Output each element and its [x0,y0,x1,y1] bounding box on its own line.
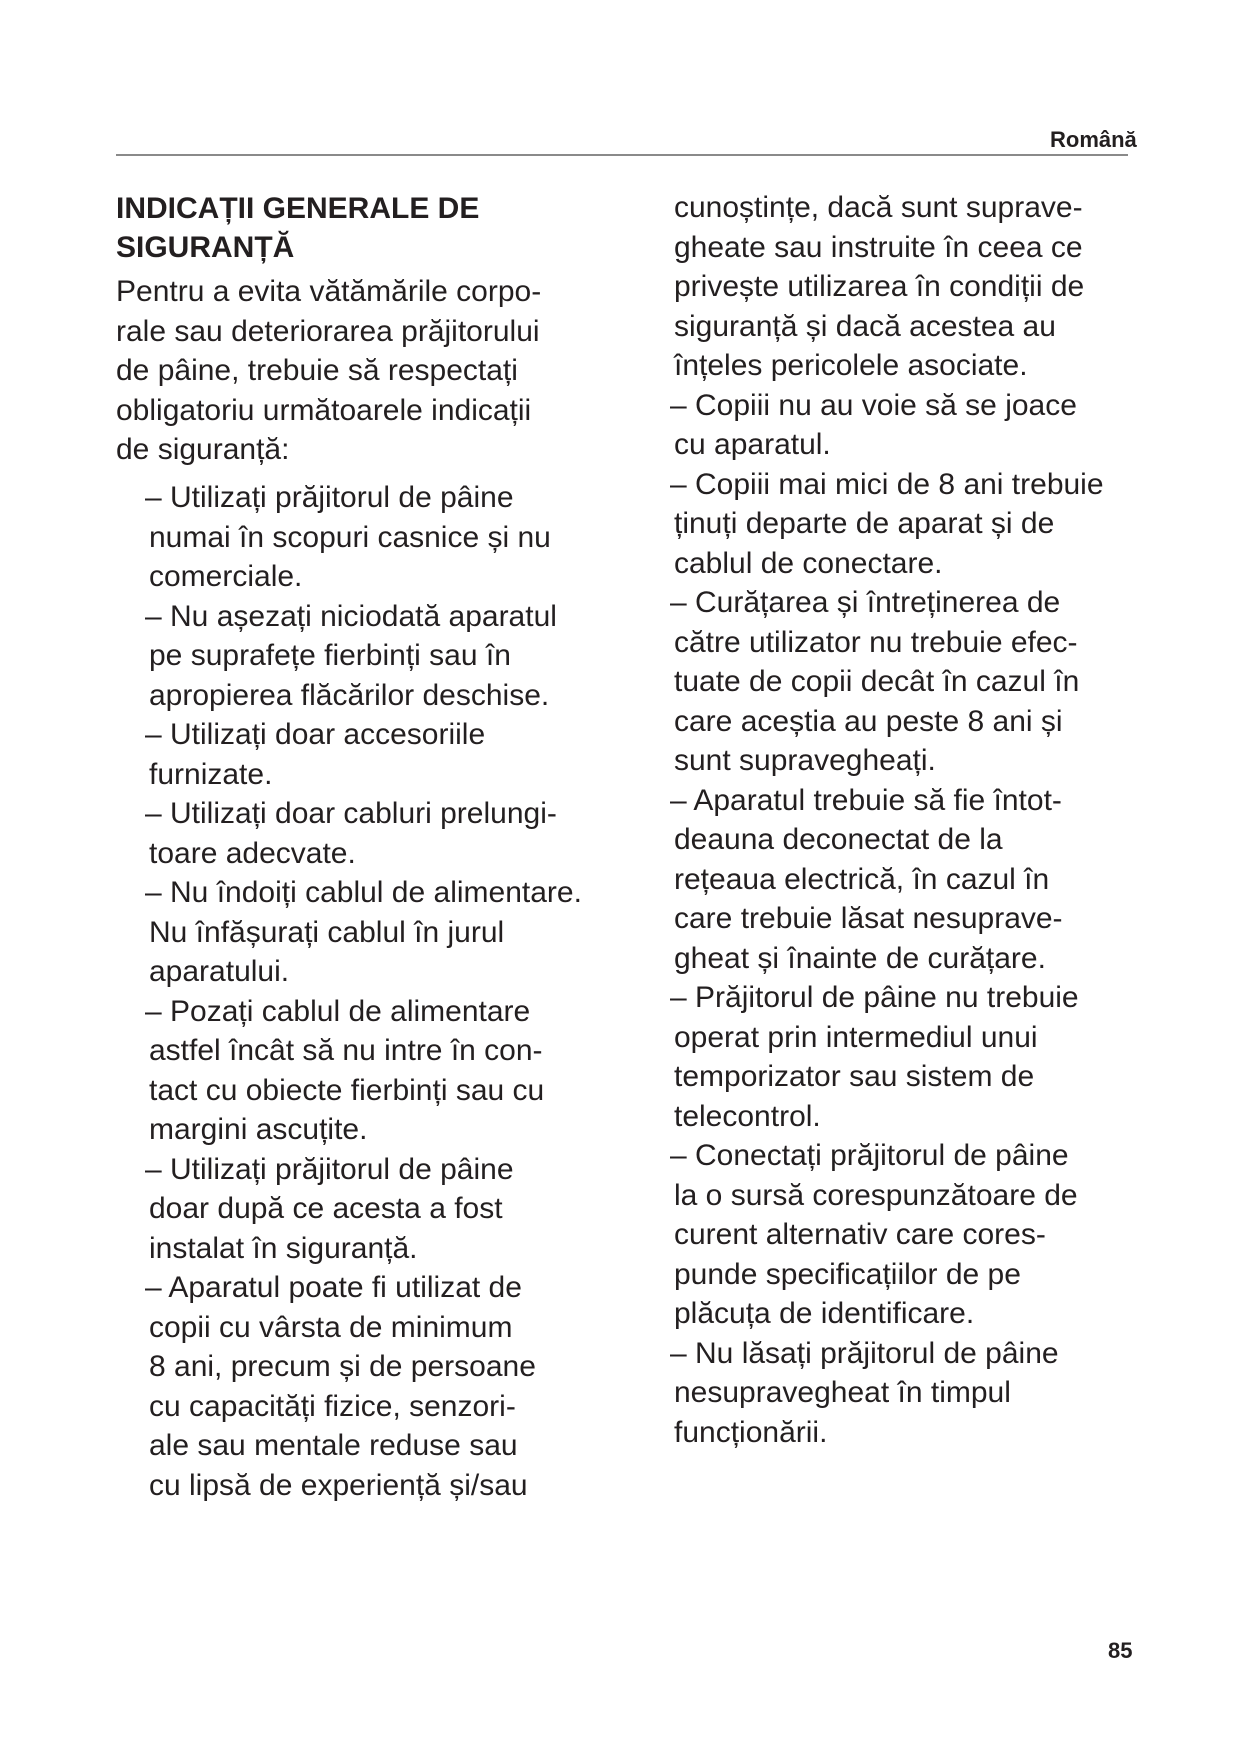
language-label: Română [1050,127,1137,152]
list-item-line: punde specificațiilor de pe [674,1257,1021,1291]
list-item-line: pe suprafețe fierbinți sau în [149,639,511,672]
list-item-line: temporizator sau sistem de [674,1060,1035,1093]
list-item-line: – Aparatul poate fi utilizat de [145,1271,522,1304]
list-item-line: cu aparatul. [674,428,831,461]
list-item-line: – Nu îndoiți cablul de alimentare. [145,876,582,909]
list-item-line: – Copiii nu au voie să se joace [670,388,1077,422]
heading-line: SIGURANȚĂ [116,231,295,264]
list-item-line: siguranță și dacă acestea au [674,309,1056,343]
intro-line: rale sau deteriorarea prăjitorului [116,314,540,348]
list-item-line: – Utilizați doar cabluri prelungi- [145,797,557,830]
list-item-line: – Curățarea și întreținerea de [670,586,1061,619]
list-item-line: Nu înfășurați cablul în jurul [149,915,505,949]
list-item-line: funcționării. [674,1415,828,1449]
list-item-line: – Conectați prăjitorul de pâine [670,1139,1069,1172]
list-item-line: – Aparatul trebuie să fie întot- [670,783,1062,817]
list-item-line: – Nu așezați niciodată aparatul [145,599,557,633]
header-divider [116,154,1128,156]
list-item-line: ale sau mentale reduse sau [149,1429,518,1462]
list-item-line: sunt supravegheați. [674,744,936,777]
list-item-line: apropierea flăcărilor deschise. [149,678,550,712]
list-item-line: la o sursă corespunzătoare de [674,1178,1078,1212]
intro-paragraph [116,272,541,470]
list-item-line: toare adecvate. [149,836,356,870]
list-item-line: curent alternativ care cores- [674,1218,1046,1251]
list-item-line: plăcuța de identificare. [674,1297,975,1330]
intro-line: Pentru a evita vătămările corpo- [116,275,542,308]
list-item-line: aparatului. [149,955,290,988]
list-item-line: – Utilizați doar accesoriile [145,718,486,751]
list-item-line: – Nu lăsați prăjitorul de pâine [670,1336,1059,1370]
list-item-line: doar după ce acesta a fost [149,1192,503,1225]
list-item-line: înțeles pericolele asociate. [674,349,1028,382]
list-item-line: ținuți departe de aparat și de [674,507,1055,540]
list-item-line: care trebuie lăsat nesuprave- [674,902,1063,935]
list-item-line: copii cu vârsta de minimum [149,1310,513,1344]
list-item-line: tact cu obiecte fierbinți sau cu [149,1073,545,1107]
intro-line: de siguranță: [116,433,290,466]
list-item-line: tuate de copii decât în cazul în [674,665,1080,698]
list-item-line: rețeaua electrică, în cazul în [674,862,1050,896]
list-item-line: numai în scopuri casnice și nu [149,520,551,554]
list-item-line: operat prin intermediul unui [674,1020,1038,1054]
list-item-line: astfel încât să nu intre în con- [149,1034,543,1067]
list-item-line: gheate sau instruite în ceea ce [674,230,1083,264]
list-item-line: cablul de conectare. [674,546,943,580]
safety-list-left [145,478,582,1505]
list-item-line: – Prăjitorul de pâine nu trebuie [670,981,1079,1014]
list-item-line: cu lipsă de experiență și/sau [149,1468,528,1502]
list-item-line: gheat și înainte de curățare. [674,941,1046,975]
safety-list-right [670,188,1104,1452]
list-item-line: 8 ani, precum și de persoane [149,1350,536,1383]
list-item-line: furnizate. [149,757,273,791]
page-number: 85 [1108,1638,1133,1663]
list-item-line: care aceștia au peste 8 ani și [674,704,1063,738]
heading-line: INDICAȚII GENERALE DE [116,192,480,225]
intro-line: de pâine, trebuie să respectați [116,354,518,387]
list-item-line: către utilizator nu trebuie efec- [674,625,1078,659]
list-item-line: telecontrol. [674,1099,821,1133]
list-item-line: – Copiii mai mici de 8 ani trebuie [670,467,1104,501]
list-item-line: deauna deconectat de la [674,823,1003,856]
list-item-line: cu capacități fizice, senzori- [149,1389,516,1423]
list-item-line: – Pozați cablul de alimentare [145,994,531,1028]
list-item-line: cunoștințe, dacă sunt suprave- [674,191,1083,224]
list-item-line: instalat în siguranță. [149,1231,418,1265]
list-item-line: margini ascuțite. [149,1113,368,1146]
list-item-line: nesupravegheat în timpul [674,1376,1011,1409]
intro-line: obligatoriu următoarele indicații [116,393,532,427]
list-item-line: privește utilizarea în condiții de [674,270,1085,303]
section-heading [116,189,479,267]
list-item-line: – Utilizați prăjitorul de pâine [145,481,514,514]
list-item-line: comerciale. [149,560,303,593]
list-item-line: – Utilizați prăjitorul de pâine [145,1152,514,1186]
